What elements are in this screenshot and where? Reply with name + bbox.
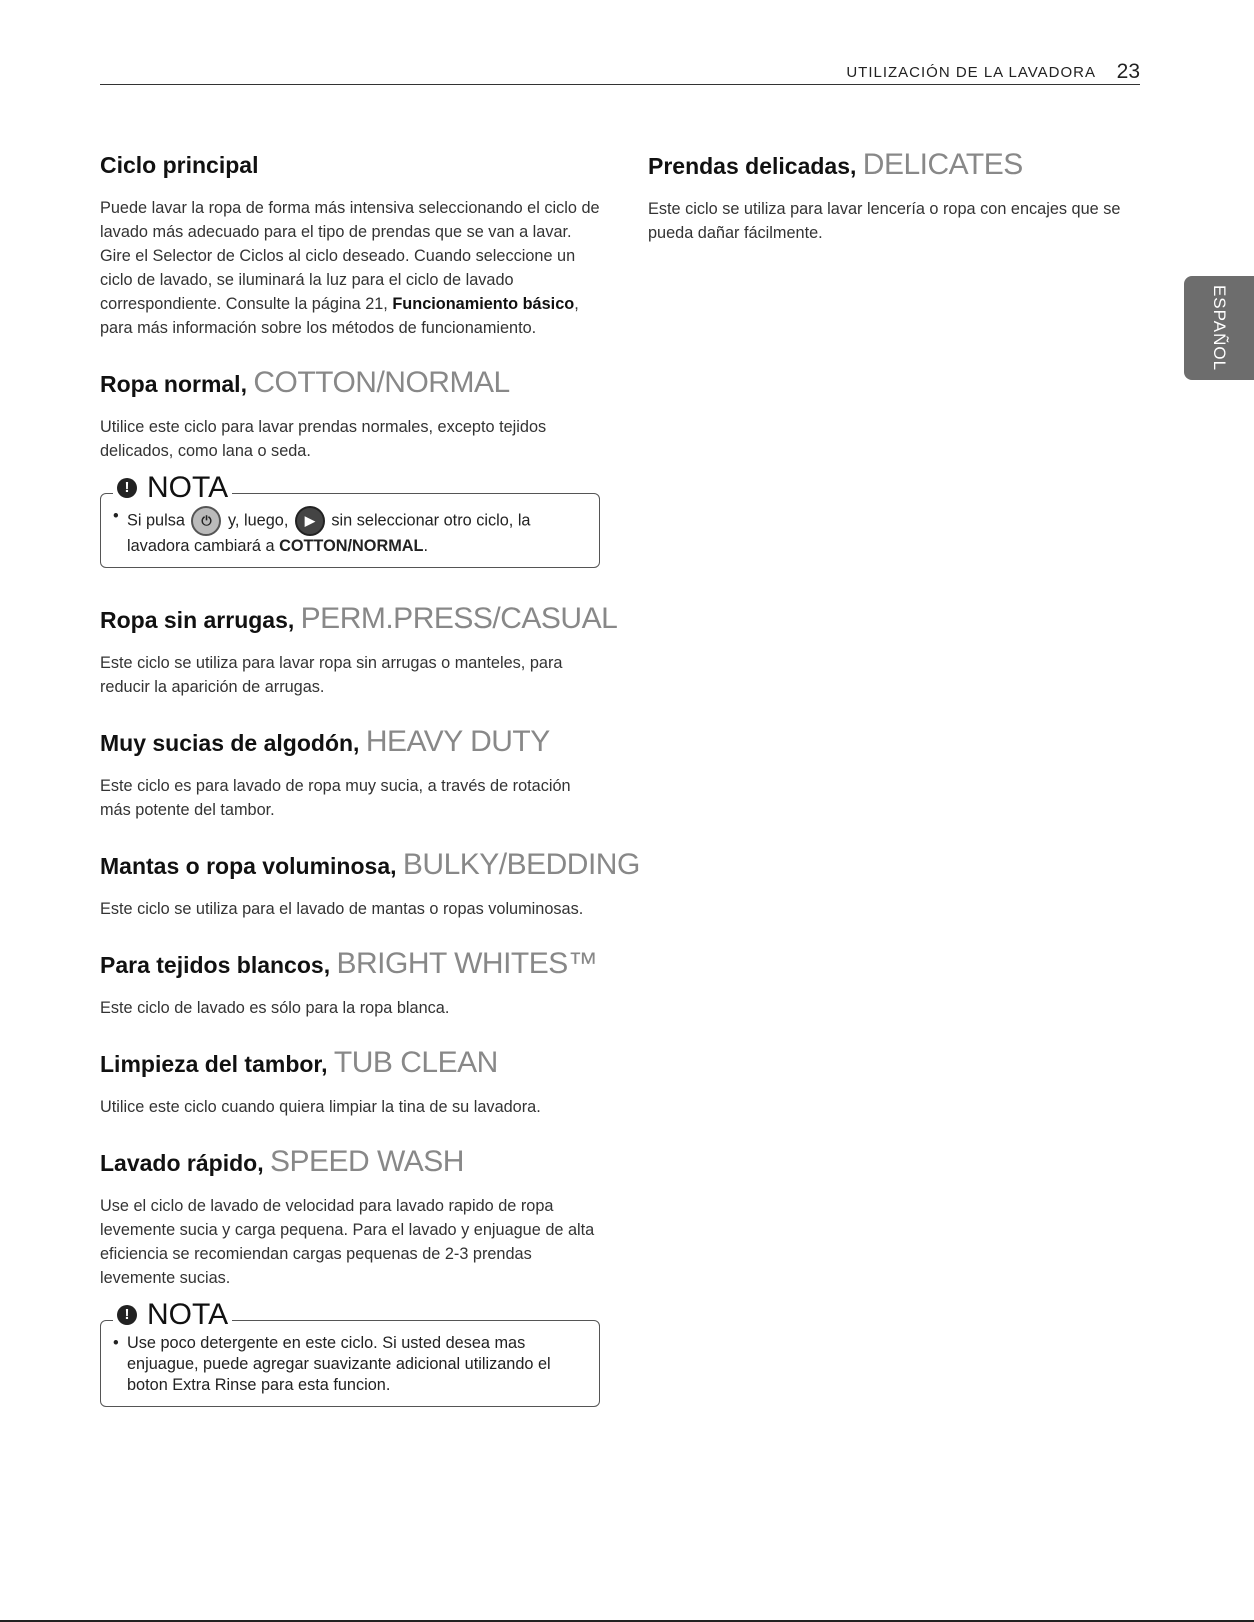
section-bulky-bedding	[100, 848, 640, 921]
header-title: UTILIZACIÓN DE LA LAVADORA	[846, 64, 1096, 81]
left-column	[100, 150, 640, 1443]
section-title: Prendas delicadas, DELICATES	[648, 148, 1023, 181]
section-text: Este ciclo se utiliza para el lavado de mantas o ropas voluminosas.	[100, 900, 584, 918]
cycle-name: TUB CLEAN	[333, 1046, 498, 1079]
section-perm-press	[100, 602, 618, 699]
cycle-name: BRIGHT WHITES™	[336, 947, 598, 980]
section-title: Ciclo principal	[100, 152, 259, 178]
power-button-icon: ⏻	[191, 506, 221, 536]
section-cotton-normal	[100, 368, 600, 463]
section-title: Para tejidos blancos, BRIGHT WHITES™	[100, 947, 598, 980]
section-text: Utilice este ciclo cuando quiera limpiar la tina de su lavadora.	[100, 1098, 541, 1116]
section-text: Este ciclo se utiliza para lavar lencería o ropa con encajes que se pueda dañar fácilmente.	[648, 200, 1121, 242]
language-tab-label: ESPAÑOL	[1210, 284, 1229, 372]
cycle-name: DELICATES	[862, 148, 1023, 181]
section-title: Mantas o ropa voluminosa, BULKY/BEDDING	[100, 848, 640, 881]
note-item: • Si pulsa ⏻ y, luego, ▶ sin seleccionar otro ciclo, la lavadora cambiará a COTTON/NORMAL.	[127, 506, 583, 557]
section-heavy-duty	[100, 727, 600, 822]
cycle-name: SPEED WASH	[269, 1145, 464, 1178]
section-text: Use el ciclo de lavado de velocidad para lavado rapido de ropa levemente sucia y carga pequena. Para el lavado y enjuague de alta eficiencia se recomiendan cargas pequenas de 2-3 prendas levemente sucias.	[100, 1197, 595, 1287]
section-text: Este ciclo de lavado es sólo para la ropa blanca.	[100, 999, 450, 1017]
right-column	[648, 150, 1148, 273]
note-item: • Use poco detergente en este ciclo. Si usted desea mas enjuague, puede agregar suavizante adicional utilizando el boton Extra Rinse para esta funcion.	[127, 1333, 583, 1396]
page-header	[100, 60, 1140, 85]
section-title: Ropa sin arrugas, PERM.PRESS/CASUAL	[100, 602, 618, 635]
section-text: Utilice este ciclo para lavar prendas normales, excepto tejidos delicados, como lana o seda.	[100, 418, 547, 460]
note-box	[100, 1298, 600, 1407]
section-text: Este ciclo se utiliza para lavar ropa sin arrugas o manteles, para reducir la aparición de arrugas.	[100, 654, 563, 696]
warning-icon: !	[117, 478, 137, 498]
section-speed-wash	[100, 1147, 600, 1290]
page-number: 23	[1116, 60, 1140, 83]
note-box	[100, 471, 600, 568]
section-tub-clean	[100, 1048, 600, 1119]
section-main-cycle	[100, 150, 600, 340]
cycle-name: HEAVY DUTY	[365, 725, 550, 758]
section-text: Puede lavar la ropa de forma más intensiva seleccionando el ciclo de lavado más adecuado para el tipo de prendas que se van a lavar. Gire el Selector de Ciclos al ciclo deseado. Cuando seleccione un ciclo de lavado, se iluminará la luz para el ciclo de lavado correspondiente. Consulte la página 21, Funcionamiento básico, para más información sobre los métodos de funcionamiento.	[100, 199, 600, 337]
cycle-name: BULKY/BEDDING	[402, 848, 640, 881]
section-title: Lavado rápido, SPEED WASH	[100, 1145, 464, 1178]
section-title: Muy sucias de algodón, HEAVY DUTY	[100, 725, 550, 758]
note-header: ! NOTA	[113, 472, 232, 504]
cycle-name: COTTON/NORMAL	[253, 366, 510, 399]
warning-icon: !	[117, 1305, 137, 1325]
section-title: Limpieza del tambor, TUB CLEAN	[100, 1046, 498, 1079]
section-delicates	[648, 150, 1148, 245]
language-tab	[1184, 276, 1254, 380]
section-bright-whites	[100, 949, 600, 1020]
section-text: Este ciclo es para lavado de ropa muy sucia, a través de rotación más potente del tambor.	[100, 777, 571, 819]
start-pause-button-icon: ▶	[295, 506, 325, 536]
section-title: Ropa normal, COTTON/NORMAL	[100, 366, 510, 399]
cycle-name: PERM.PRESS/CASUAL	[300, 602, 618, 635]
note-header: ! NOTA	[113, 1299, 232, 1331]
